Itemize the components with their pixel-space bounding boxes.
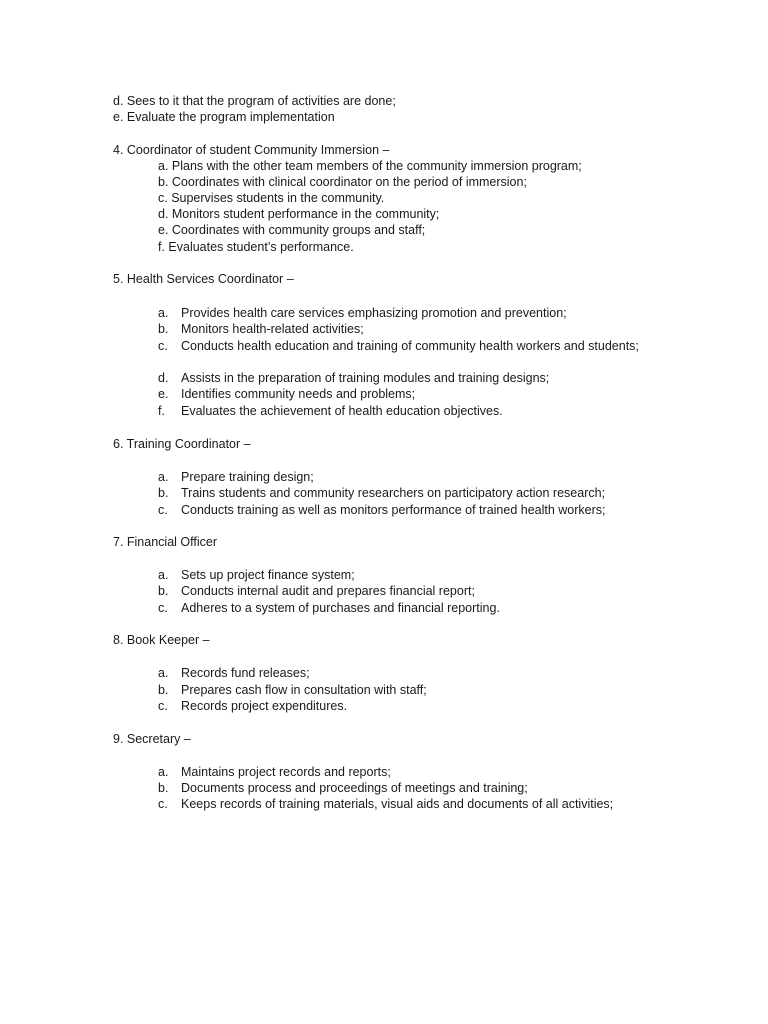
list-item-text: Assists in the preparation of training modules and training designs;: [181, 371, 550, 385]
list-item-text: Maintains project records and reports;: [181, 765, 391, 779]
section-heading-secretary: 9. Secretary –: [113, 732, 191, 746]
list-marker: c.: [158, 339, 168, 353]
list-item-text: Sets up project finance system;: [181, 568, 355, 582]
list-item-text: Prepare training design;: [181, 470, 314, 484]
list-marker: a.: [158, 470, 169, 484]
list-item-text: Records project expenditures.: [181, 699, 348, 713]
list-item-text: Records fund releases;: [181, 666, 310, 680]
list-marker: b.: [158, 322, 169, 336]
intro-item-e: e. Evaluate the program implementation: [113, 110, 335, 124]
list-marker: c.: [158, 699, 168, 713]
list-item-text: Conducts health education and training of community health workers and students;: [181, 339, 639, 353]
intro-item-d: d. Sees to it that the program of activities are done;: [113, 94, 396, 108]
list-item: e. Coordinates with community groups and staff;: [158, 223, 426, 237]
list-item: d. Monitors student performance in the community;: [158, 207, 440, 221]
list-item-text: Adheres to a system of purchases and financial reporting.: [181, 601, 500, 615]
list-item-text: Identifies community needs and problems;: [181, 387, 416, 401]
list-marker: d.: [158, 371, 169, 385]
list-item: b. Coordinates with clinical coordinator on the period of immersion;: [158, 175, 527, 189]
list-item-text: Conducts training as well as monitors performance of trained health workers;: [181, 503, 606, 517]
section-heading-financial-officer: 7. Financial Officer: [113, 535, 217, 549]
list-item-text: Monitors health-related activities;: [181, 322, 364, 336]
list-marker: b.: [158, 781, 169, 795]
list-item: c. Supervises students in the community.: [158, 191, 385, 205]
list-item: a. Plans with the other team members of the community immersion program;: [158, 159, 582, 173]
list-marker: b.: [158, 584, 169, 598]
section-heading-training: 6. Training Coordinator –: [113, 437, 251, 451]
list-marker: a.: [158, 666, 169, 680]
list-marker: c.: [158, 503, 168, 517]
list-item: f. Evaluates student’s performance.: [158, 240, 354, 254]
section-heading-community-immersion: 4. Coordinator of student Community Immersion –: [113, 143, 390, 157]
list-marker: a.: [158, 765, 169, 779]
list-item-text: Conducts internal audit and prepares financial report;: [181, 584, 475, 598]
section-heading-book-keeper: 8. Book Keeper –: [113, 633, 210, 647]
list-marker: c.: [158, 797, 168, 811]
list-marker: e.: [158, 387, 169, 401]
list-marker: f.: [158, 404, 165, 418]
list-item-text: Provides health care services emphasizing promotion and prevention;: [181, 306, 567, 320]
list-item-text: Prepares cash flow in consultation with staff;: [181, 683, 427, 697]
list-item-text: Trains students and community researchers on participatory action research;: [181, 486, 606, 500]
list-marker: a.: [158, 568, 169, 582]
list-marker: b.: [158, 486, 169, 500]
list-marker: a.: [158, 306, 169, 320]
list-marker: b.: [158, 683, 169, 697]
list-item-text: Documents process and proceedings of meetings and training;: [181, 781, 528, 795]
section-heading-health-services: 5. Health Services Coordinator –: [113, 272, 294, 286]
list-item-text: Keeps records of training materials, visual aids and documents of all activities;: [181, 797, 614, 811]
list-item-text: Evaluates the achievement of health education objectives.: [181, 404, 503, 418]
list-marker: c.: [158, 601, 168, 615]
